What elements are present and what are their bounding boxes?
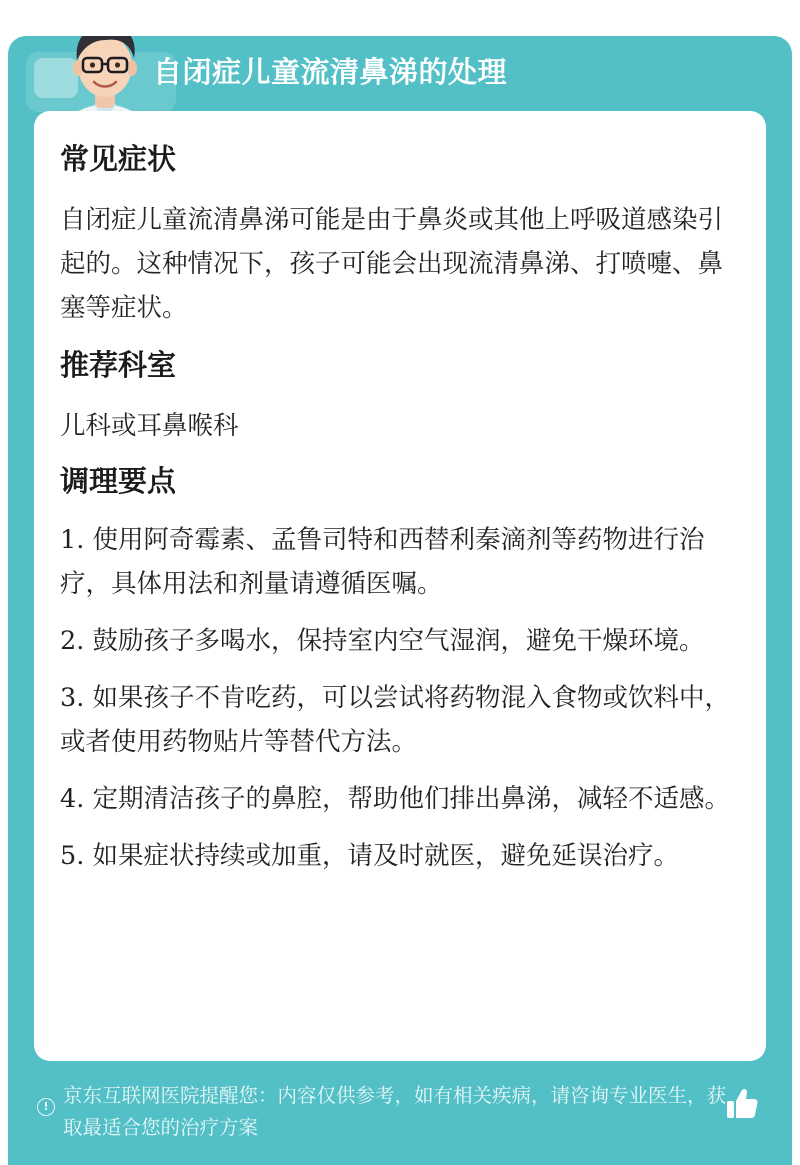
article-frame [8, 36, 792, 1165]
info-icon: ! [37, 1098, 55, 1116]
list-item-number: 3. [60, 683, 85, 713]
section-heading-care-tips: 调理要点 [60, 464, 177, 498]
list-item-number: 5. [60, 841, 85, 871]
list-item-number: 2. [60, 626, 85, 656]
content-card [34, 111, 766, 1061]
list-item-number: 1. [60, 525, 85, 555]
care-tips-list [60, 518, 732, 878]
thumbs-up-icon[interactable] [724, 1086, 760, 1122]
section-body-department: 儿科或耳鼻喉科 [60, 411, 239, 441]
disclaimer-text: 京东互联网医院提醒您：内容仅供参考，如有相关疾病，请咨询专业医生，获取最适合您的治疗方案 [63, 1084, 727, 1139]
list-item [60, 619, 732, 663]
section-heading-symptoms: 常见症状 [60, 142, 177, 176]
list-item [60, 834, 732, 878]
list-item-text: 使用阿奇霉素、孟鲁司特和西替利秦滴剂等药物进行治疗，具体用法和剂量请遵循医嘱。 [60, 525, 705, 599]
list-item [60, 518, 732, 606]
header [8, 36, 792, 108]
list-item-text: 如果症状持续或加重，请及时就医，避免延误治疗。 [92, 841, 679, 871]
list-item-text: 定期清洁孩子的鼻腔，帮助他们排出鼻涕，减轻不适感。 [92, 784, 730, 814]
section-heading-department: 推荐科室 [60, 348, 177, 382]
list-item-text: 鼓励孩子多喝水，保持室内空气湿润，避免干燥环境。 [92, 626, 705, 656]
list-item [60, 777, 732, 821]
list-item-text: 如果孩子不肯吃药，可以尝试将药物混入食物或饮料中，或者使用药物贴片等替代方法。 [60, 683, 730, 757]
list-item [60, 676, 732, 764]
list-item-number: 4. [60, 784, 85, 814]
article-content [60, 133, 732, 891]
section-body-symptoms: 自闭症儿童流清鼻涕可能是由于鼻炎或其他上呼吸道感染引起的。这种情况下，孩子可能会出现流清鼻涕、打喷嚏、鼻塞等症状。 [60, 205, 724, 323]
footer-disclaimer [8, 1076, 792, 1165]
page-title: 自闭症儿童流清鼻涕的处理 [153, 55, 508, 89]
